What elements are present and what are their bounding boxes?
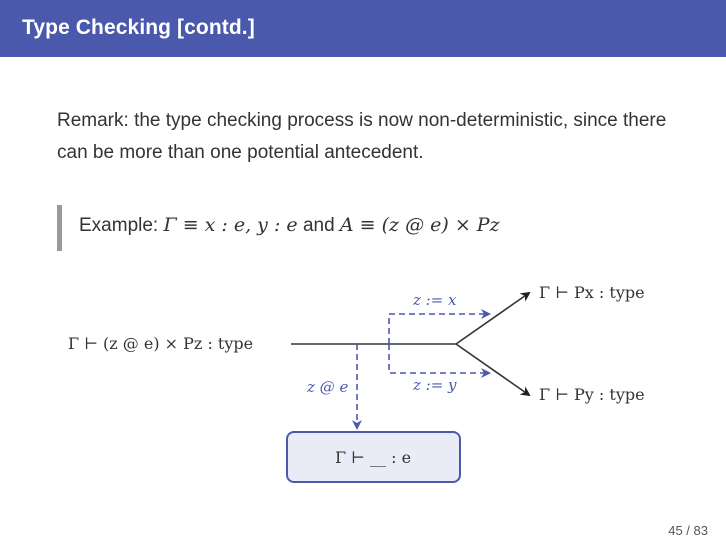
branch-edge-bottom [456,344,529,395]
example-prefix: Example: [79,215,159,236]
subst-y-label: z := y [413,376,457,394]
example-connector: and [302,215,335,236]
box-judgement: Γ ⊢ __ : e [334,448,412,467]
target-bottom-judgement: Γ ⊢ Py : type [539,385,645,404]
example-a-definition: A ≡ (z @ e) × Pz [339,214,500,236]
subst-x-label: z := x [413,291,457,309]
remark-paragraph: Remark: the type checking process is now non-deterministic, since there can be more than one potential antecedent. [57,110,667,163]
target-top-judgement: Γ ⊢ Px : type [539,283,645,302]
down-arrow-label: z @ e [307,378,349,396]
page-number: 45 / 83 [668,523,708,538]
slide-title: Type Checking [contd.] [22,16,255,39]
subst-y-arrow [389,344,489,373]
branch-edge-top [456,293,529,344]
subst-x-arrow [389,314,489,344]
example-gamma-definition: Γ ≡ x : e, y : e [163,214,298,236]
source-judgement: Γ ⊢ (z @ e) × Pz : type [68,334,254,353]
